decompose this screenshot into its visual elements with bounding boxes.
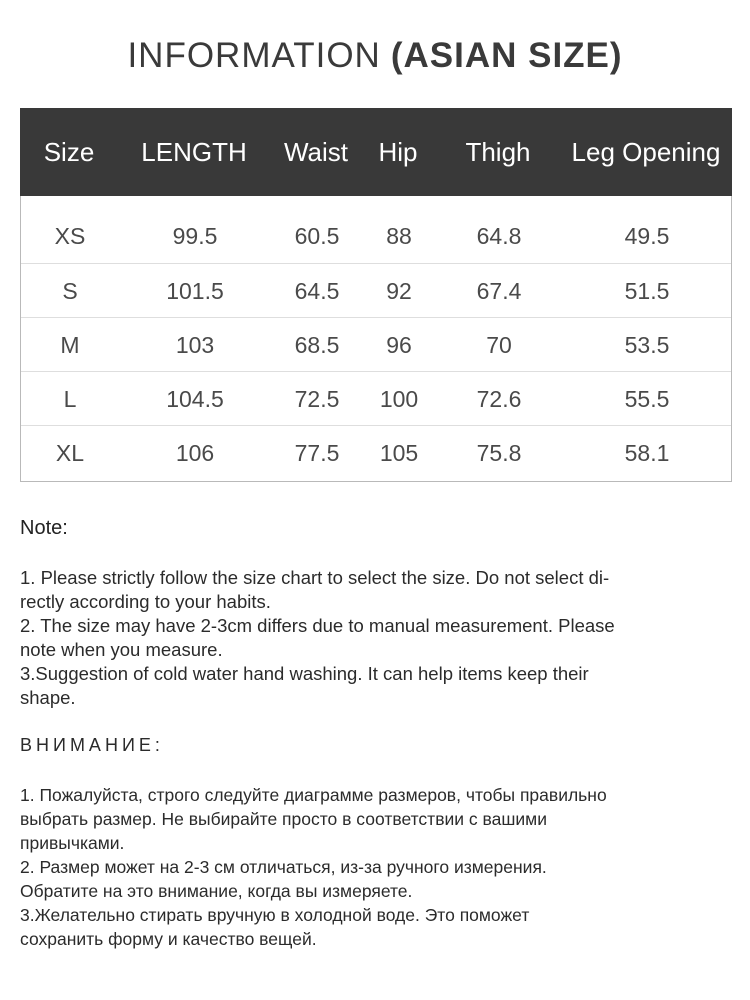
cell-leg-opening: 49.5 bbox=[624, 223, 670, 249]
cell-waist: 64.5 bbox=[294, 278, 340, 304]
table-row bbox=[21, 426, 731, 480]
note-ru-line: Обратите на это внимание, когда вы измеряете. bbox=[20, 881, 413, 901]
note-en-heading-wrap bbox=[20, 517, 735, 540]
note-en-line: 1. Please strictly follow the size chart to select the size. Do not select di- bbox=[20, 567, 610, 588]
cell-thigh: 67.4 bbox=[476, 278, 522, 304]
cell-length: 101.5 bbox=[166, 278, 224, 304]
cell-hip: 105 bbox=[379, 440, 419, 466]
cell-length: 104.5 bbox=[166, 386, 224, 412]
note-ru-heading-wrap bbox=[20, 735, 735, 756]
note-en-line: 2. The size may have 2-3cm differs due to manual measurement. Please bbox=[20, 615, 615, 636]
note-ru-line: 1. Пожалуйста, строго следуйте диаграмме размеров, чтобы правильно bbox=[20, 785, 607, 805]
table-row bbox=[21, 209, 731, 263]
cell-hip: 96 bbox=[386, 332, 412, 358]
cell-length: 106 bbox=[175, 440, 215, 466]
note-en-heading: Note: bbox=[20, 517, 68, 539]
header-waist: Waist bbox=[283, 137, 349, 167]
note-en-line: 3.Suggestion of cold water hand washing. It can help items keep their bbox=[20, 663, 589, 684]
cell-size: L bbox=[63, 386, 77, 412]
note-en-line: shape. bbox=[20, 687, 76, 708]
note-ru-heading: ВНИМАНИЕ: bbox=[20, 735, 164, 755]
note-ru-line: выбрать размер. Не выбирайте просто в соответствии с вашими bbox=[20, 809, 547, 829]
cell-size: XS bbox=[54, 223, 86, 249]
table-row bbox=[21, 372, 731, 426]
table-header bbox=[20, 108, 732, 196]
cell-length: 103 bbox=[175, 332, 215, 358]
cell-waist: 60.5 bbox=[294, 223, 340, 249]
note-ru-line: 3.Желательно стирать вручную в холодной воде. Это поможет bbox=[20, 905, 530, 925]
cell-thigh: 70 bbox=[486, 332, 512, 358]
note-en-line: rectly according to your habits. bbox=[20, 591, 271, 612]
cell-leg-opening: 58.1 bbox=[624, 440, 670, 466]
cell-waist: 68.5 bbox=[294, 332, 340, 358]
title-main: INFORMATION bbox=[127, 36, 381, 75]
cell-thigh: 75.8 bbox=[476, 440, 522, 466]
header-hip: Hip bbox=[378, 137, 418, 167]
cell-leg-opening: 53.5 bbox=[624, 332, 670, 358]
title-sub: (ASIAN SIZE) bbox=[390, 36, 623, 75]
table-row bbox=[21, 264, 731, 318]
cell-leg-opening: 55.5 bbox=[624, 386, 670, 412]
table-row bbox=[21, 318, 731, 372]
cell-size: XL bbox=[55, 440, 85, 466]
header-size: Size bbox=[43, 137, 95, 167]
note-ru bbox=[20, 783, 735, 951]
page-title bbox=[0, 36, 750, 76]
cell-waist: 77.5 bbox=[294, 440, 340, 466]
cell-size: M bbox=[60, 332, 80, 358]
cell-hip: 92 bbox=[386, 278, 412, 304]
cell-hip: 100 bbox=[379, 386, 419, 412]
cell-waist: 72.5 bbox=[294, 386, 340, 412]
cell-thigh: 72.6 bbox=[476, 386, 522, 412]
cell-hip: 88 bbox=[386, 223, 412, 249]
cell-thigh: 64.8 bbox=[476, 223, 522, 249]
cell-leg-opening: 51.5 bbox=[624, 278, 670, 304]
header-leg-opening: Leg Opening bbox=[571, 137, 721, 167]
cell-length: 99.5 bbox=[172, 223, 218, 249]
note-en bbox=[20, 566, 735, 710]
cell-size: S bbox=[62, 278, 78, 304]
note-ru-line: сохранить форму и качество вещей. bbox=[20, 929, 317, 949]
size-table bbox=[20, 108, 732, 482]
note-ru-line: привычками. bbox=[20, 833, 125, 853]
header-thigh: Thigh bbox=[465, 137, 531, 167]
header-length: LENGTH bbox=[141, 137, 247, 167]
note-ru-line: 2. Размер может на 2-3 см отличаться, из-за ручного измерения. bbox=[20, 857, 547, 877]
note-en-line: note when you measure. bbox=[20, 639, 223, 660]
